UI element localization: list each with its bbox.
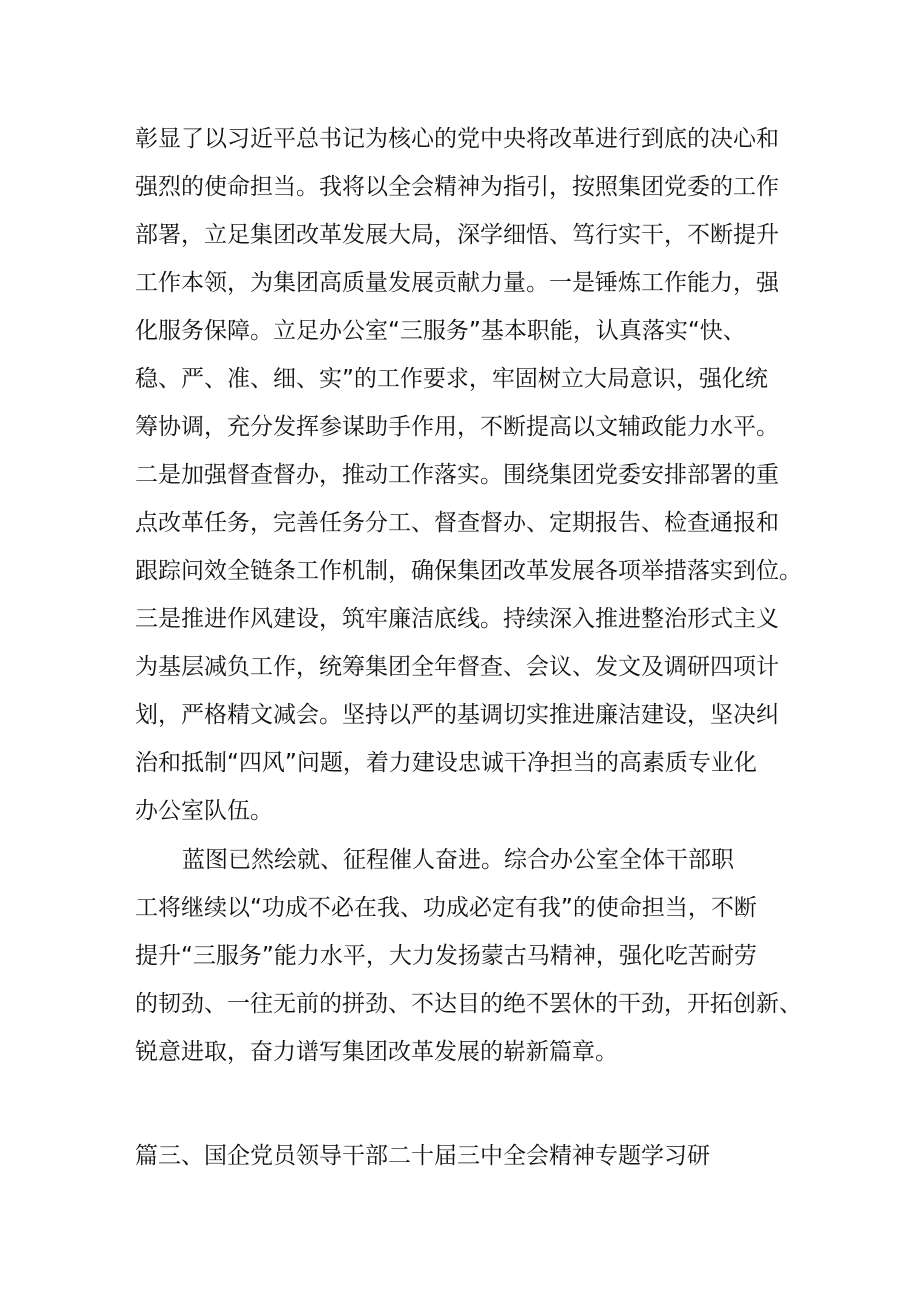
text-line: 提升“三服务”能力水平，大力发扬蒙古马精神，强化吃苦耐劳 [135, 943, 757, 969]
text-line: 彰显了以习近平总书记为核心的党中央将改革进行到底的决心和 [135, 126, 779, 152]
text-line: 部署，立足集团改革发展大局，深学细悟、笃行实干，不断提升 [135, 222, 779, 248]
text-line: 筹协调，充分发挥参谋助手作用，不断提高以文辅政能力水平。 [135, 414, 779, 440]
text-line: 点改革任务，完善任务分工、督查督办、定期报告、检查通报和 [135, 510, 779, 536]
text-line: 化服务保障。立足办公室“三服务”基本职能，认真落实“快、 [135, 318, 746, 344]
text-line: 工将继续以“功成不必在我、功成必定有我”的使命担当，不断 [135, 895, 757, 921]
text-line: 跟踪问效全链条工作机制，确保集团改革发展各项举措落实到位。 [135, 558, 802, 584]
text-line: 治和抵制“四风”问题，着力建设忠诚干净担当的高素质专业化 [135, 750, 757, 776]
text-line: 划，严格精文减会。坚持以严的基调切实推进廉洁建设，坚决纠 [135, 702, 779, 728]
text-line: 办公室队伍。 [135, 798, 273, 824]
text-line: 锐意进取，奋力谱写集团改革发展的崭新篇章。 [135, 1039, 618, 1065]
text-line: 为基层减负工作，统筹集团全年督查、会议、发文及调研四项计 [135, 654, 779, 680]
text-line: 三是推进作风建设，筑牢廉洁底线。持续深入推进整治形式主义 [135, 606, 779, 632]
paragraph-start-line: 蓝图已然绘就、征程催人奋进。综合办公室全体干部职 [182, 847, 734, 873]
text-line: 的韧劲、一往无前的拼劲、不达目的绝不罢休的干劲，开拓创新、 [135, 991, 802, 1017]
text-line: 二是加强督查督办，推动工作落实。围绕集团党委安排部署的重 [135, 462, 779, 488]
text-line: 强烈的使命担当。我将以全会精神为指引，按照集团党委的工作 [135, 174, 779, 200]
text-line: 工作本领，为集团高质量发展贡献力量。一是锤炼工作能力，强 [135, 270, 779, 296]
text-line: 稳、严、准、细、实”的工作要求，牢固树立大局意识，强化统 [135, 366, 768, 392]
section-heading: 篇三、国企党员领导干部二十届三中全会精神专题学习研 [135, 1143, 710, 1169]
